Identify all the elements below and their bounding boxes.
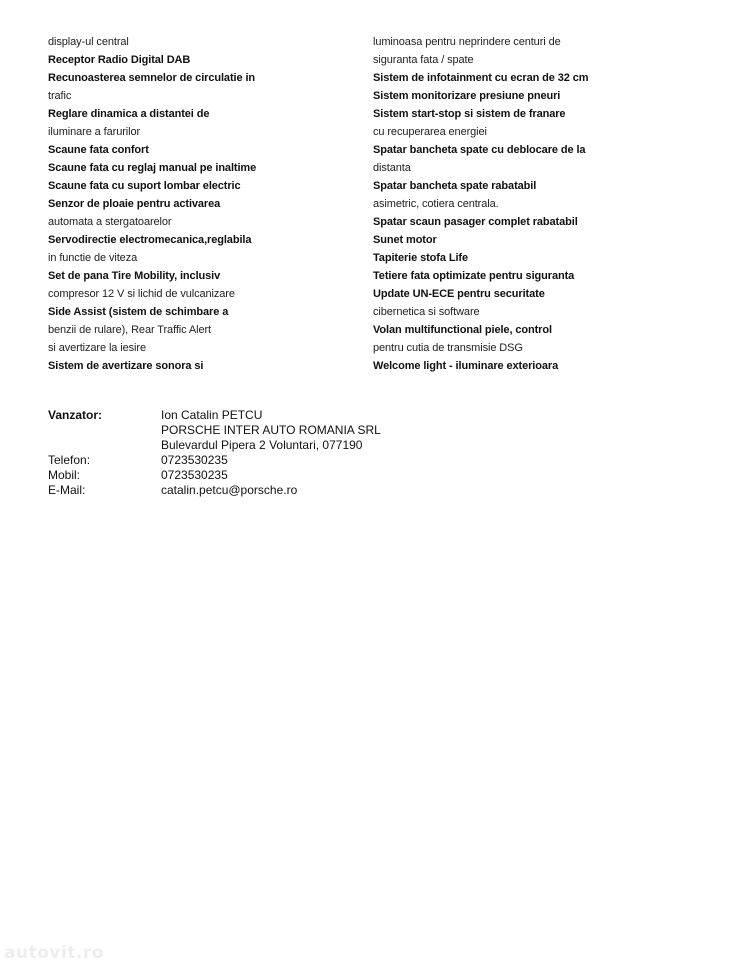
feature-title: Recunoasterea semnelor de circulatie in: [48, 72, 256, 84]
seller-row-company: [48, 423, 548, 438]
vanzator-label: Vanzator:: [48, 408, 103, 422]
feature-text: automata a stergatoarelor: [48, 216, 172, 228]
feature-title: Set de pana Tire Mobility, inclusiv: [48, 270, 221, 282]
feature-text: compresor 12 V si lichid de vulcanizare: [48, 288, 235, 300]
empty-label: [48, 423, 161, 438]
seller-block: [48, 408, 548, 498]
feature-title: Spatar bancheta spate cu deblocare de la: [373, 144, 586, 156]
feature-title: Servodirectie electromecanica,reglabila: [48, 234, 252, 246]
feature-text: pentru cutia de transmisie DSG: [373, 342, 523, 354]
feature-title: Spatar scaun pasager complet rabatabil: [373, 216, 578, 228]
feature-title: Receptor Radio Digital DAB: [48, 54, 191, 66]
feature-title: Scaune fata confort: [48, 144, 149, 156]
mobil-value[interactable]: 0723530235: [161, 468, 228, 482]
seller-row-mobil: [48, 468, 548, 483]
feature-text: trafic: [48, 90, 72, 102]
seller-row-address: [48, 438, 548, 453]
seller-row-email: [48, 483, 548, 498]
features-left-column: [48, 33, 358, 375]
feature-title: Tapiterie stofa Life: [373, 252, 468, 264]
seller-row-vanzator: [48, 408, 548, 423]
feature-text: cibernetica si software: [373, 306, 480, 318]
feature-title: Welcome light - iluminare exterioara: [373, 360, 559, 372]
feature-title: Update UN-ECE pentru securitate: [373, 288, 545, 300]
features-right-column: [373, 33, 703, 375]
feature-title: Scaune fata cu reglaj manual pe inaltime: [48, 162, 257, 174]
feature-title: Sistem de avertizare sonora si: [48, 360, 204, 372]
feature-title: Sistem de infotainment cu ecran de 32 cm: [373, 72, 589, 84]
feature-text: asimetric, cotiera centrala.: [373, 198, 499, 210]
feature-text: benzii de rulare), Rear Traffic Alert: [48, 324, 212, 336]
feature-text: display-ul central: [48, 36, 129, 48]
mobil-label: Mobil:: [48, 468, 81, 482]
feature-title: Side Assist (sistem de schimbare a: [48, 306, 229, 318]
seller-row-telefon: [48, 453, 548, 468]
seller-company: PORSCHE INTER AUTO ROMANIA SRL: [161, 423, 381, 437]
feature-text: si avertizare la iesire: [48, 342, 146, 354]
feature-text: iluminare a farurilor: [48, 126, 141, 138]
empty-label: [48, 438, 161, 453]
email-value[interactable]: catalin.petcu@porsche.ro: [161, 483, 298, 497]
seller-address: Bulevardul Pipera 2 Voluntari, 077190: [161, 438, 363, 452]
feature-title: Reglare dinamica a distantei de: [48, 108, 210, 120]
seller-name: Ion Catalin PETCU: [161, 408, 263, 422]
feature-text: luminoasa pentru neprindere centuri de: [373, 36, 561, 48]
feature-title: Tetiere fata optimizate pentru siguranta: [373, 270, 575, 282]
feature-title: Scaune fata cu suport lombar electric: [48, 180, 241, 192]
feature-title: Sunet motor: [373, 234, 437, 246]
telefon-label: Telefon:: [48, 453, 91, 467]
email-label: E-Mail:: [48, 483, 86, 497]
feature-text: in functie de viteza: [48, 252, 138, 264]
feature-title: Senzor de ploaie pentru activarea: [48, 198, 221, 210]
telefon-value[interactable]: 0723530235: [161, 453, 228, 467]
feature-title: Sistem start-stop si sistem de franare: [373, 108, 566, 120]
feature-text: distanta: [373, 162, 411, 174]
feature-title: Spatar bancheta spate rabatabil: [373, 180, 537, 192]
feature-title: Sistem monitorizare presiune pneuri: [373, 90, 561, 102]
feature-title: Volan multifunctional piele, control: [373, 324, 552, 336]
feature-text: siguranta fata / spate: [373, 54, 474, 66]
watermark-logo: autovit.ro: [4, 943, 104, 963]
feature-text: cu recuperarea energiei: [373, 126, 487, 138]
